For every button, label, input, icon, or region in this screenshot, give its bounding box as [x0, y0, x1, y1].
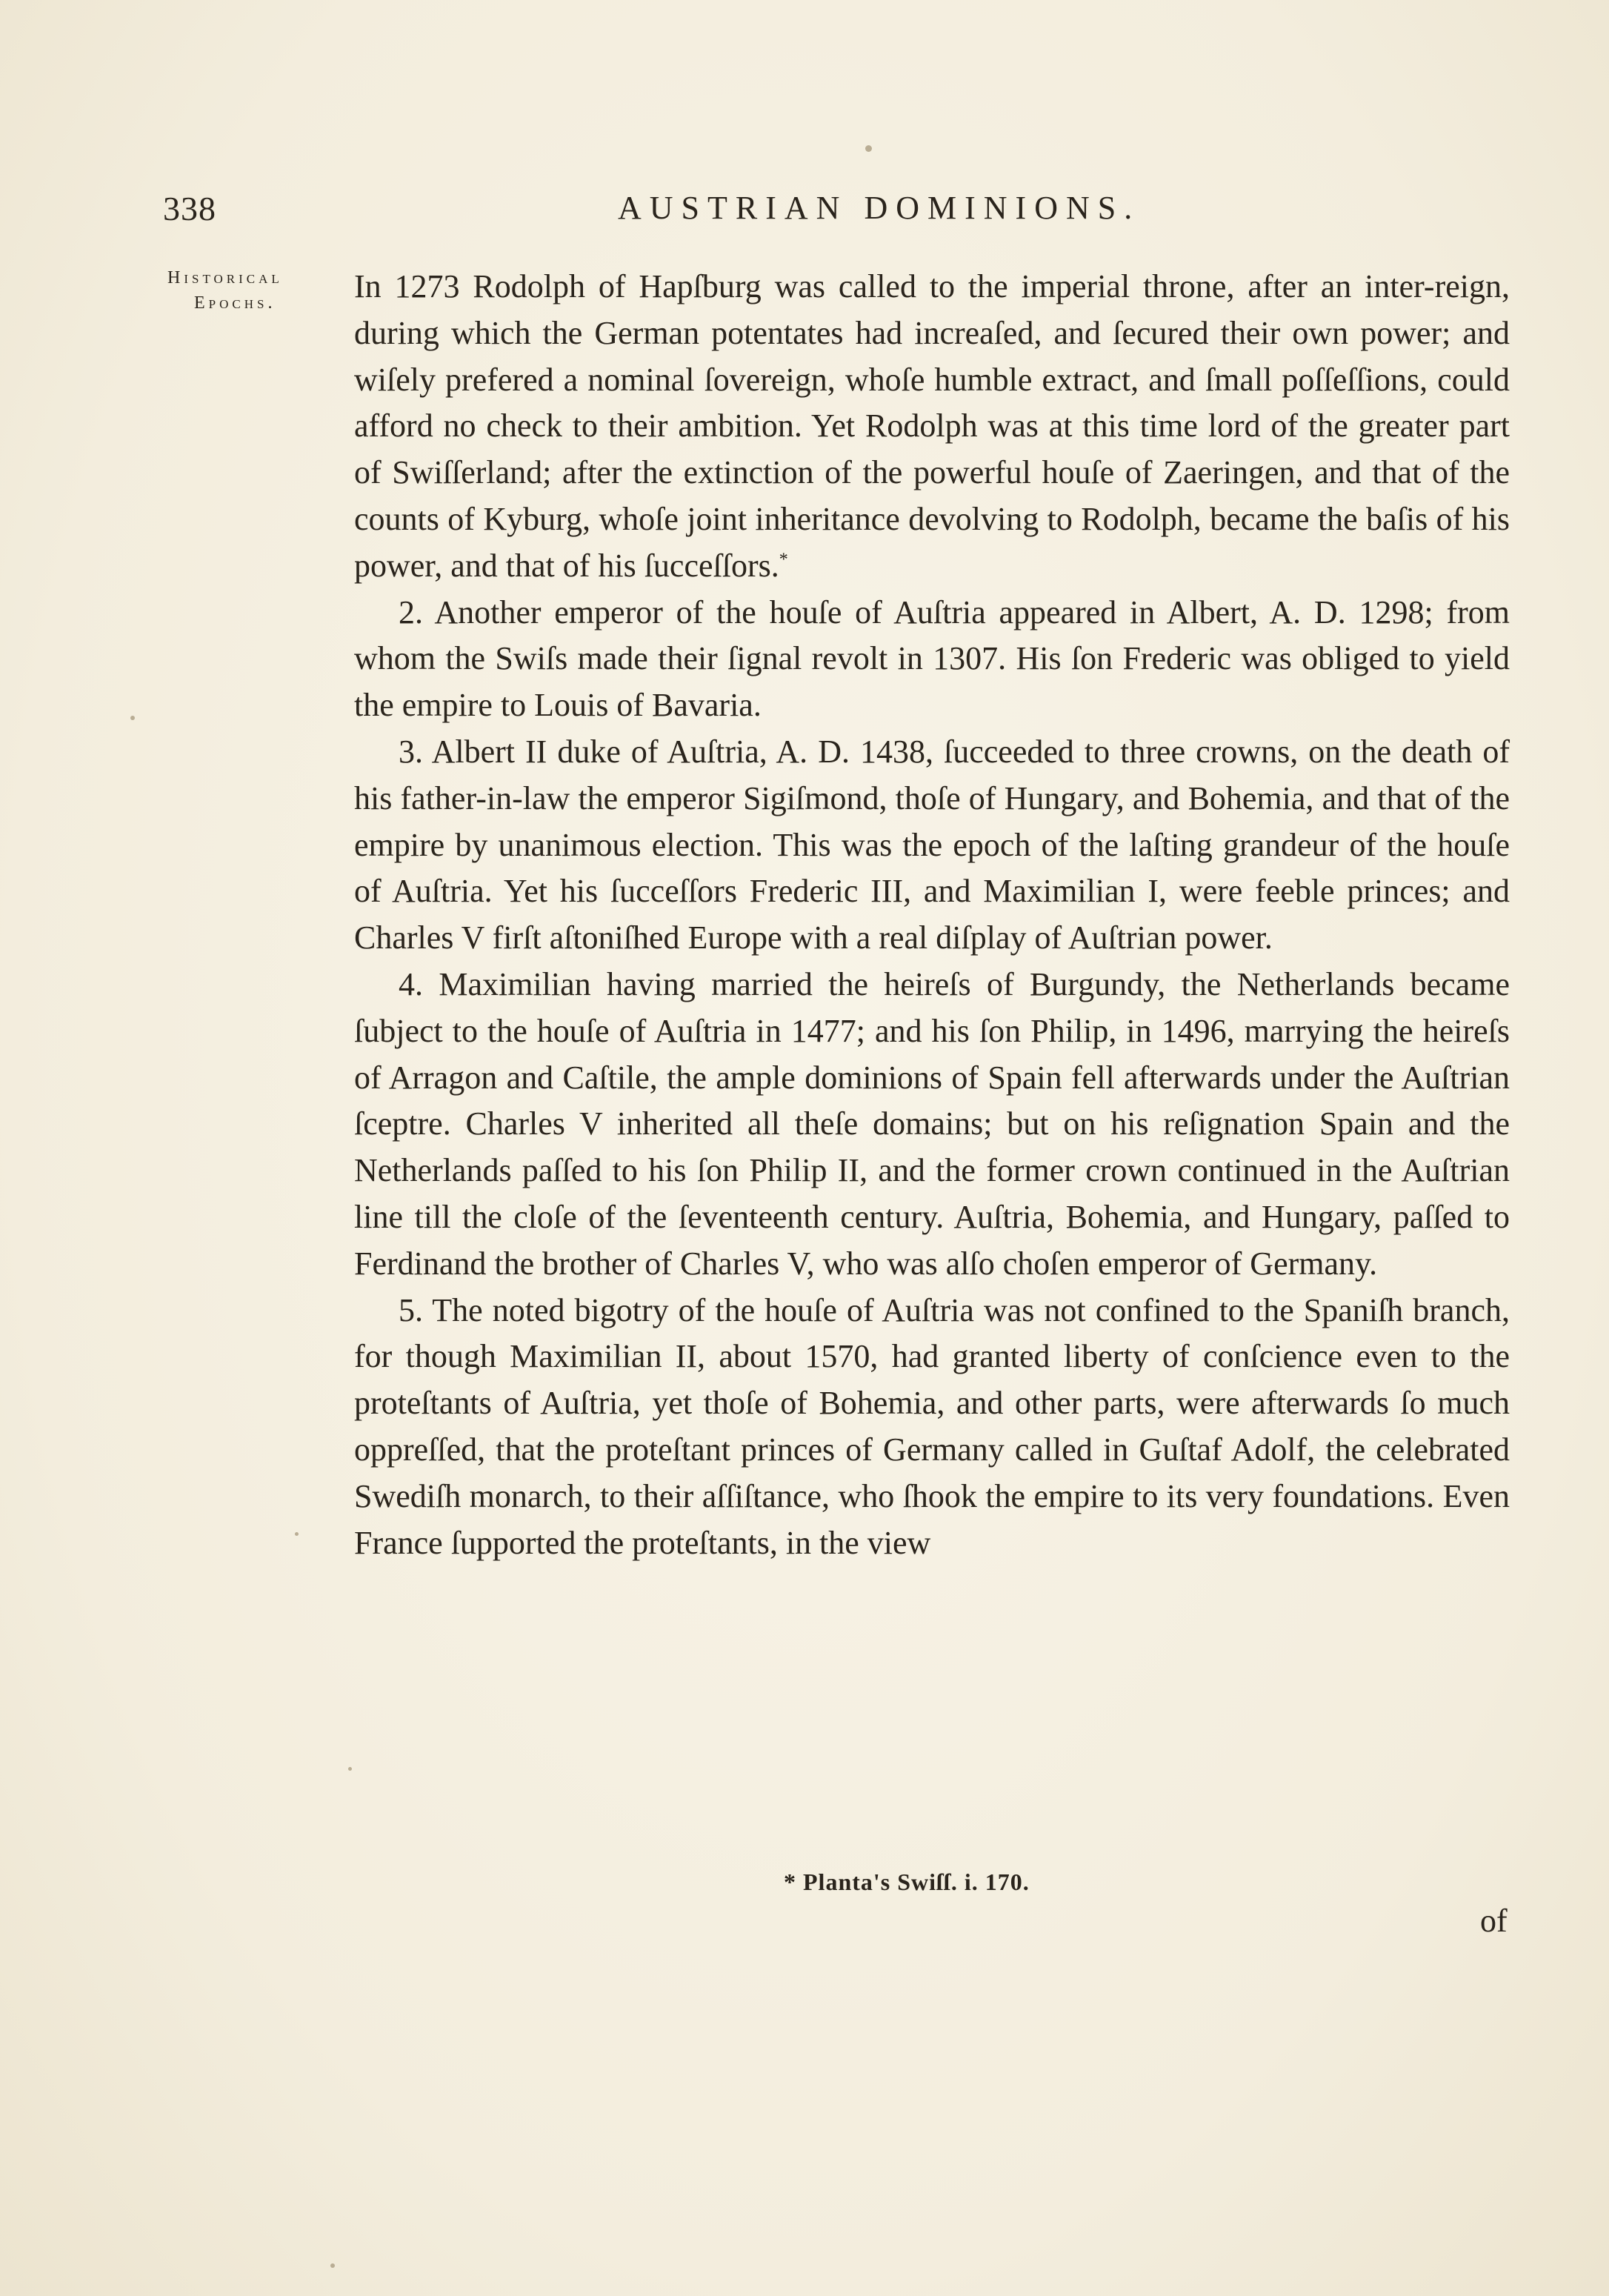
footnote-marker: * — [779, 550, 788, 570]
catchword: of — [1480, 1903, 1508, 1939]
paper-speck — [130, 716, 135, 720]
footnote: * Planta's Swiſſ. i. 170. — [784, 1869, 1030, 1895]
page-number: 338 — [163, 190, 216, 227]
running-title: AUSTRIAN DOMINIONS. — [618, 190, 1141, 226]
paper-speck — [330, 2263, 335, 2268]
margin-note-line-1: Historical — [167, 268, 283, 287]
paragraph-1 — [354, 264, 1510, 590]
paper-speck — [295, 1532, 299, 1536]
paper-speck — [348, 1767, 352, 1771]
paragraph-1-text: In 1273 Rodolph of Hapſburg was called to the imperial throne, after an inter-reign, during which the German potentates had increaſed, and ſecured their own power; and wiſely prefered a nominal ſovereign, whoſe humble extract, and ſmall poſſeſſions, could afford no check to their ambition. Yet Rodolph was at this time lord of the greater part of Swiſſerland; after the extinction of the powerful houſe of Zaeringen, and that of the counts of Kyburg, whoſe joint inheritance devolving to Rodolph, became the baſis of his power, and that of his ſucceſſors. — [354, 268, 1510, 584]
paragraph-4: 4. Maximilian having married the heireſs of Burgundy, the Netherlands became ſubject to the houſe of Auſtria in 1477; and his ſon Philip, in 1496, marrying the heireſs of Arragon and Caſtile, the ample dominions of Spain fell afterwards under the Auſtrian ſceptre. Charles V inherited all theſe domains; but on his reſignation Spain and the Netherlands paſſed to his ſon Philip II, and the former crown continued in the Auſtrian line till the cloſe of the ſeventeenth century. Auſtria, Bohemia, and Hungary, paſſed to Ferdinand the brother of Charles V, who was alſo choſen emperor of Germany. — [354, 965, 1510, 1282]
paper-speck — [865, 145, 872, 152]
body-text — [354, 264, 1510, 1566]
margin-note-line-2: Epochs. — [194, 293, 276, 313]
paragraph-5: 5. The noted bigotry of the houſe of Auſtria was not confined to the Spaniſh branch, for though Maximilian II, about 1570, had granted liberty of conſcience even to the proteſtants of Auſtria, yet thoſe of Bohemia, and other parts, were afterwards ſo much oppreſſed, that the proteſtant princes of Germany called in Guſtaf Adolf, the celebrated Swediſh monarch, to their aſſiſtance, who ſhook the empire to its very foundations. Even France ſupported the proteſtants, in the view — [354, 1291, 1510, 1561]
paragraph-2: 2. Another emperor of the houſe of Auſtria appeared in Albert, A. D. 1298; from whom the Swiſs made their ſignal revolt in 1307. His ſon Frederic was obliged to yield the empire to Louis of Bavaria. — [354, 593, 1510, 724]
paragraph-3: 3. Albert II duke of Auſtria, A. D. 1438, ſucceeded to three crowns, on the death of his father-in-law the emperor Sigiſmond, thoſe of Hungary, and Bohemia, and that of the empire by unanimous election. This was the epoch of the laſting grandeur of the houſe of Auſtria. Yet his ſucceſſors Frederic III, and Maximilian I, were feeble princes; and Charles V firſt aſtoniſhed Europe with a real diſplay of Auſtrian power. — [354, 733, 1510, 956]
margin-note — [167, 265, 283, 316]
